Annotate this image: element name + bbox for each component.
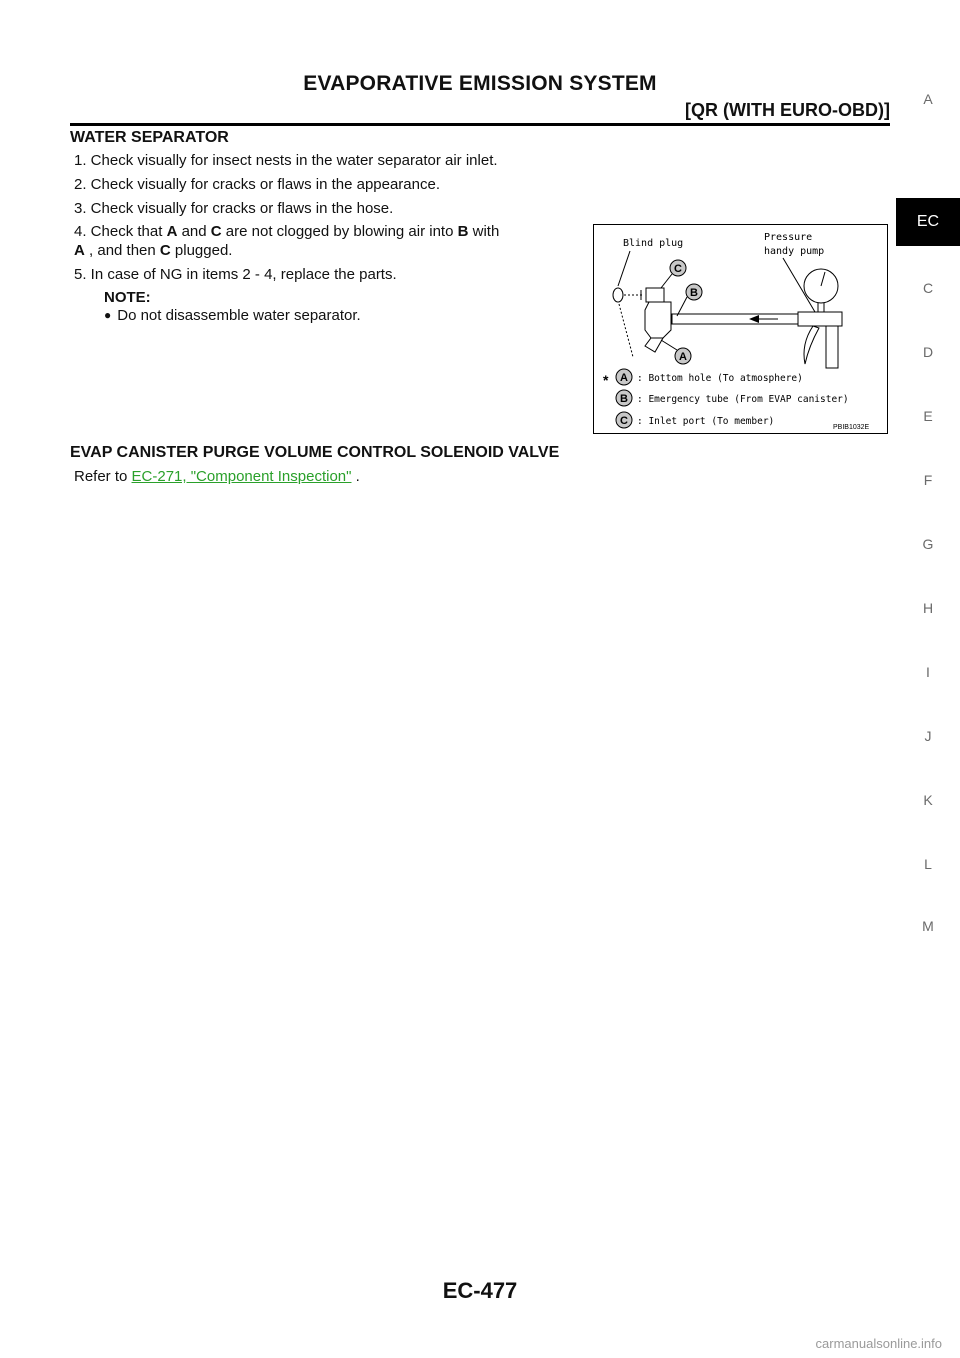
- step-2: 2. Check visually for cracks or flaws in the appearance.: [74, 176, 440, 193]
- step-4-text: are not clogged by blowing air into: [221, 223, 458, 240]
- sidebar-item-k[interactable]: K: [923, 792, 933, 808]
- svg-text:B: B: [620, 393, 628, 405]
- refer-prefix: Refer to: [74, 468, 132, 485]
- legend-text-b: : Emergency tube (From EVAP canister): [637, 394, 849, 405]
- sidebar-item-g[interactable]: G: [922, 536, 934, 552]
- pump-head: [798, 312, 842, 326]
- blind-plug-shape: [613, 288, 623, 302]
- step-4-ref-a: A: [166, 223, 178, 240]
- label-blind-plug: Blind plug: [623, 238, 684, 249]
- separator-body: [645, 302, 671, 338]
- note-text: Do not disassemble water separator.: [117, 307, 361, 324]
- sidebar-item-d[interactable]: D: [922, 344, 934, 360]
- sidebar-item-j[interactable]: J: [924, 728, 932, 744]
- note-item: [104, 306, 361, 325]
- refer-line: [74, 467, 360, 486]
- step-4-ref-c: C: [159, 242, 171, 259]
- emergency-tube: [672, 314, 798, 324]
- inlet-port-shape: [646, 288, 664, 302]
- step-4-text: with: [468, 223, 500, 240]
- step-4-ref-b: B: [457, 223, 469, 240]
- bullet-icon: ●: [104, 308, 112, 322]
- sidebar-item-m[interactable]: M: [922, 918, 934, 934]
- sidebar-item-f[interactable]: F: [923, 472, 933, 488]
- section-title-evap-canister: EVAP CANISTER PURGE VOLUME CONTROL SOLENOID VALVE: [70, 444, 560, 461]
- water-separator-figure: [593, 224, 888, 434]
- step-4-text: , and then: [84, 242, 160, 259]
- section-title-water-separator: WATER SEPARATOR: [70, 129, 229, 146]
- pump-handle: [826, 326, 838, 368]
- label-pressure: Pressure: [764, 232, 813, 243]
- sidebar-item-h[interactable]: H: [922, 600, 934, 616]
- label-handy-pump: handy pump: [764, 246, 825, 257]
- step-4: [74, 222, 584, 260]
- step-5: 5. In case of NG in items 2 - 4, replace the parts.: [74, 266, 397, 283]
- sidebar-item-i[interactable]: I: [926, 664, 930, 680]
- page-number: EC-477: [442, 1278, 518, 1303]
- svg-text:B: B: [690, 287, 698, 299]
- refer-suffix: .: [351, 468, 360, 485]
- figure-code: PBIB1032E: [833, 424, 870, 431]
- page-title: EVAPORATIVE EMISSION SYSTEM: [303, 72, 657, 95]
- step-4-ref-a: A: [74, 242, 85, 259]
- asterisk: *: [603, 372, 609, 388]
- svg-text:C: C: [620, 415, 628, 427]
- note-label: NOTE:: [104, 289, 151, 306]
- sidebar-item-e[interactable]: E: [923, 408, 933, 424]
- step-4-text: plugged.: [170, 242, 233, 259]
- svg-text:A: A: [620, 372, 628, 384]
- step-3: 3. Check visually for cracks or flaws in the hose.: [74, 200, 394, 217]
- step-1: 1. Check visually for insect nests in the water separator air inlet.: [74, 152, 498, 169]
- sidebar-item-a[interactable]: A: [923, 91, 933, 107]
- watermark: carmanualsonline.info: [815, 1336, 942, 1351]
- page-subtitle: [QR (WITH EURO-OBD)]: [685, 100, 890, 120]
- component-inspection-link[interactable]: EC-271, "Component Inspection": [131, 468, 352, 485]
- sidebar-item-c[interactable]: C: [922, 280, 934, 296]
- legend-text-a: : Bottom hole (To atmosphere): [637, 373, 803, 384]
- sidebar-item-l[interactable]: L: [924, 856, 932, 872]
- step-4-text: and: [177, 223, 211, 240]
- svg-text:C: C: [674, 263, 682, 275]
- svg-text:A: A: [679, 351, 687, 363]
- step-4-text: 4. Check that: [74, 223, 167, 240]
- legend-text-c: : Inlet port (To member): [637, 416, 775, 427]
- sidebar-item-ec[interactable]: EC: [896, 198, 960, 246]
- header-rule: [70, 123, 890, 126]
- step-4-ref-c: C: [210, 223, 222, 240]
